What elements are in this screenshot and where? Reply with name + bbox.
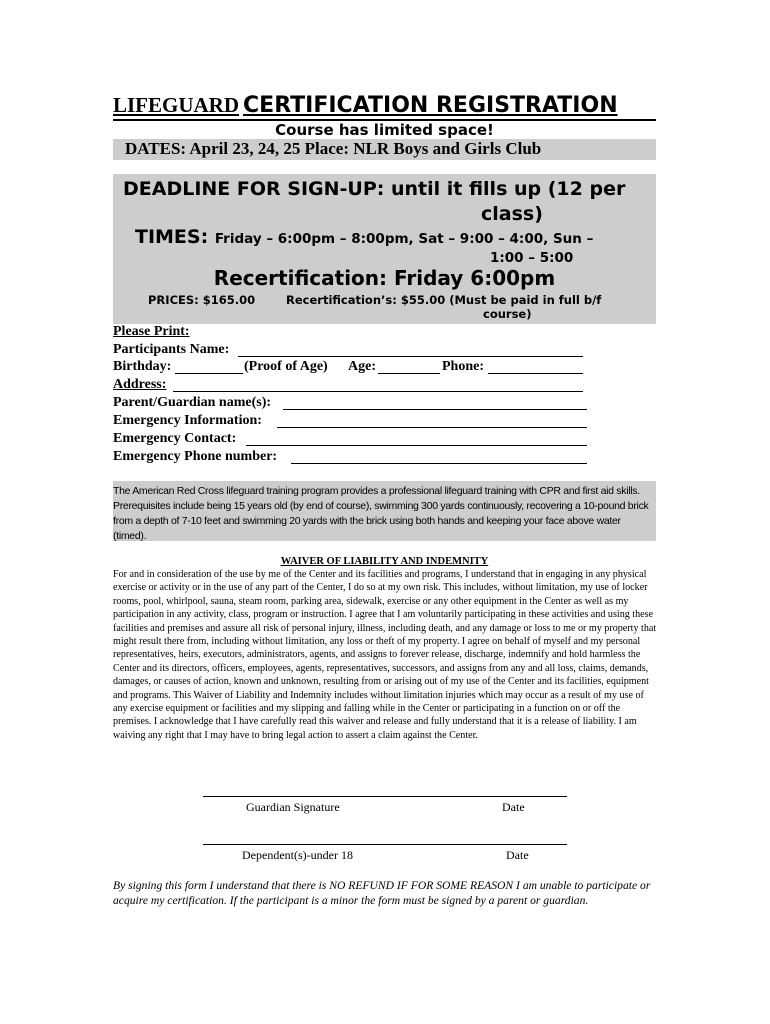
guardian-signature-line[interactable]	[203, 796, 567, 797]
address-field[interactable]	[113, 376, 583, 394]
emergency-contact-line[interactable]	[246, 431, 587, 446]
times-line-2: 1:00 – 5:00	[490, 250, 574, 266]
guardian-signature-label: Guardian Signature	[246, 800, 340, 814]
parent-guardian-label: Parent/Guardian name(s):	[113, 395, 272, 410]
emergency-contact-label: Emergency Contact:	[113, 431, 237, 446]
please-print-label: Please Print:	[113, 324, 190, 339]
schedule-banner	[113, 174, 656, 324]
age-line[interactable]	[378, 359, 440, 374]
waiver-title: WAIVER OF LIABILITY AND INDEMNITY	[280, 556, 489, 567]
birthday-row	[113, 358, 583, 376]
recertification-price	[286, 293, 646, 321]
recert-price-line-2: course)	[483, 307, 532, 321]
address-line[interactable]	[173, 377, 583, 392]
dependent-signature-line[interactable]	[203, 844, 567, 845]
dependent-label: Dependent(s)-under 18	[242, 848, 353, 862]
dependent-date-label: Date	[506, 848, 529, 862]
emergency-phone-label: Emergency Phone number:	[113, 449, 278, 464]
emergency-contact-field[interactable]	[113, 430, 587, 448]
waiver-body: For and in consideration of the use by me of the Center and its facilities and programs, I understand that in engaging in any physical exercise or activity or in the use of any part of the Center, I do so at my own risk. This includes, without limitation, my use of locker rooms, pool, whirlpool, sauna, steam room, parking area, sidewalk, exercise or any other equipment in the Center as well as my participation in any activity, class, program or instruction. I agree that I am voluntarily participating in these activities and using these facilities and premises and assure all risk of personal injury, illness, including death, and any damage or loss to me or my property that might result there from, including without limitation, any loss or theft of my property. I agree on behalf of myself and my personal representatives, heirs, executors, administrators, agents, and assigns to forever release, discharge, indemnify and hold harmless the Center and its directors, officers, employees, agents, representatives, successors, and assigns from any and all loss, claims, demands, damages, or causes of action, known and unknown, resulting from or arising out of my use of the Center and its facilities, equipment and programs. This Waiver of Liability and Indemnity includes without limitation injuries which may occur as a result of my use of any exercise equipment or facilities and my slipping and falling while in the Center or participating in a function on or off the premises. I acknowledge that I have carefully read this waiver and release and fully understand that it is a release of liability. I am waiving any right that I may have to bring legal action to assert a claim against the Center.	[113, 569, 657, 741]
times-text	[135, 228, 650, 268]
phone-label: Phone:	[442, 359, 484, 374]
emergency-information-line[interactable]	[277, 413, 587, 428]
emergency-information-field[interactable]	[113, 412, 587, 430]
course-info-text: The American Red Cross lifeguard training program provides a professional lifeguard training with CPR and first aid skills. Prerequisites include being 15 years old (by end of course), swimming 300 yards continuously, recovering a 10-pound brick from a depth of 7-10 feet and swimming 20 yards with the brick using both hands and keeping your face above water (timed).	[113, 485, 649, 542]
proof-of-age-label: (Proof of Age)	[244, 359, 328, 374]
recert-price-line-1: Recertification’s: $55.00 (Must be paid in full b/f	[286, 293, 602, 307]
recertification-time: Recertification: Friday 6:00pm	[213, 266, 556, 290]
emergency-information-label: Emergency Information:	[113, 413, 262, 428]
course-info-box	[113, 481, 656, 541]
birthday-line[interactable]	[175, 359, 243, 374]
deadline-text	[123, 177, 653, 227]
participants-name-label: Participants Name:	[113, 342, 230, 357]
title-lifeguard: LIFEGUARD	[113, 93, 240, 117]
participants-name-line[interactable]	[238, 342, 583, 357]
times-label: TIMES:	[135, 226, 215, 248]
parent-guardian-field[interactable]	[113, 394, 587, 412]
prices-text: PRICES: $165.00	[148, 293, 256, 307]
participants-name-field[interactable]	[113, 341, 583, 359]
parent-guardian-line[interactable]	[283, 395, 587, 410]
emergency-phone-field[interactable]	[113, 448, 587, 466]
limited-space-notice: Course has limited space!	[275, 121, 494, 139]
phone-line[interactable]	[488, 359, 583, 374]
birthday-label: Birthday:	[113, 359, 172, 374]
title-certification-registration: CERTIFICATION REGISTRATION	[243, 93, 618, 118]
times-line-1: Friday – 6:00pm – 8:00pm, Sat – 9:00 – 4:00, Sun –	[214, 231, 594, 247]
deadline-line-1: DEADLINE FOR SIGN-UP: until it fills up (12 per	[123, 178, 626, 200]
dates-place-text: DATES: April 23, 24, 25 Place: NLR Boys and Girls Club	[125, 139, 542, 158]
age-label: Age:	[348, 359, 376, 374]
refund-notice: By signing this form I understand that there is NO REFUND IF FOR SOME REASON I am unable to participate or acquire my certification. If the participant is a minor the form must be signed by a parent or guardian.	[113, 879, 651, 907]
page-title	[113, 93, 656, 121]
deadline-line-2: class)	[481, 203, 543, 225]
guardian-date-label: Date	[502, 800, 525, 814]
emergency-phone-line[interactable]	[291, 449, 587, 464]
address-label: Address:	[113, 377, 167, 392]
dates-banner	[113, 139, 656, 160]
